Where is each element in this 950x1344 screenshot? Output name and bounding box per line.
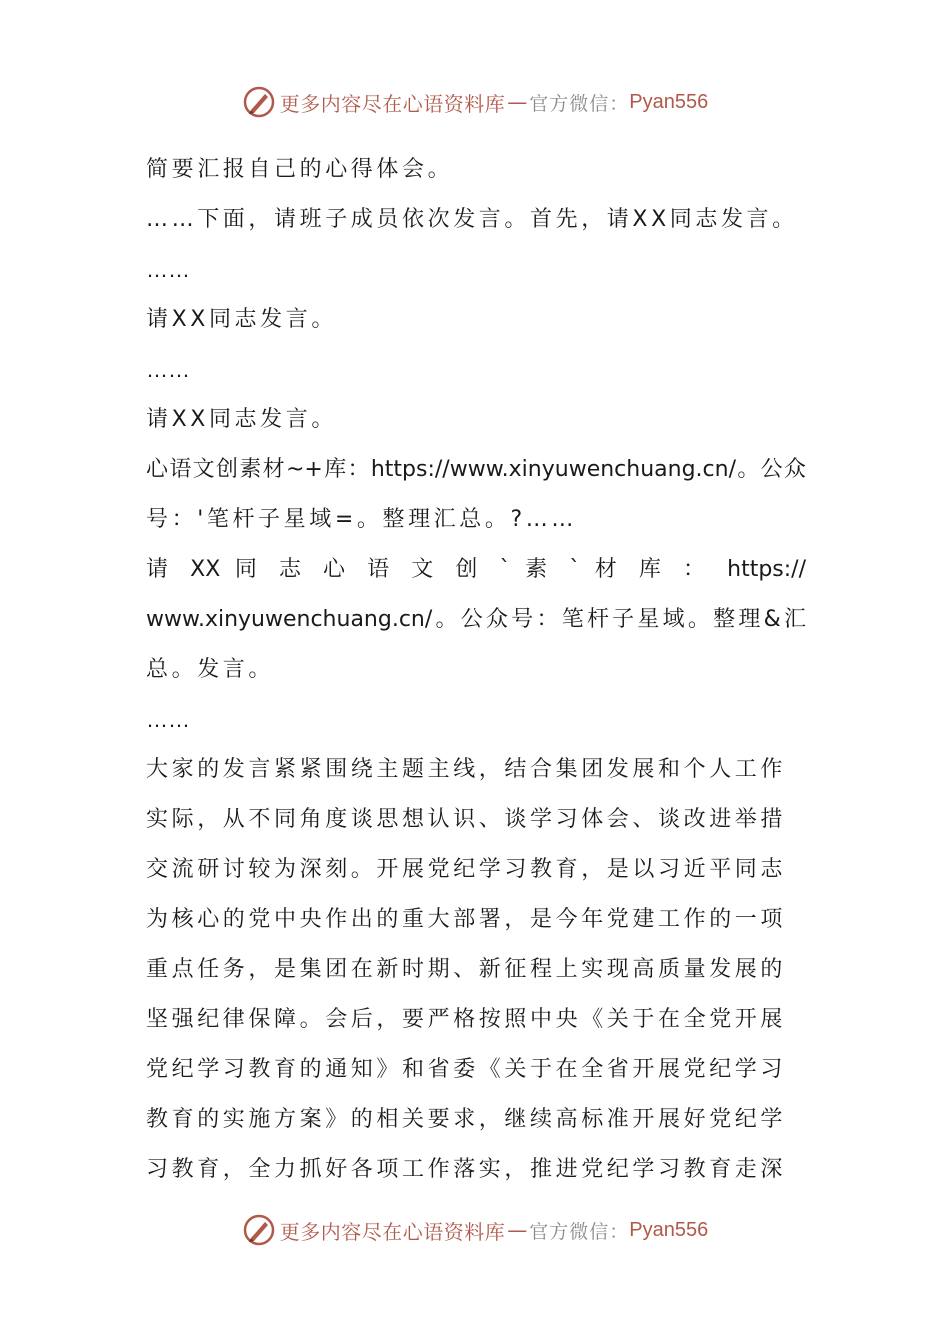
pen-logo-icon xyxy=(242,85,276,119)
text-line: 重点任务，是集团在新时期、新征程上实现高质量发展的 xyxy=(146,957,787,982)
banner-separator: — xyxy=(507,1218,528,1242)
text-line: 教育的实施方案》的相关要求，继续高标准开展好党纪学 xyxy=(146,1107,787,1132)
text-line: 为核心的党中央作出的重大部署，是今年党建工作的一项 xyxy=(146,907,787,932)
text-line: 党纪学习教育的通知》和省委《关于在全省开展党纪学习 xyxy=(146,1057,787,1082)
footer-banner xyxy=(0,1210,950,1250)
text-line: www.xinyuwenchuang.cn/。公众号：笔杆子星域。整理&汇 xyxy=(146,607,806,632)
text-line: 实际，从不同角度谈思想认识、谈学习体会、谈改进举措 xyxy=(146,807,787,832)
text-line: …… xyxy=(146,707,190,732)
banner-official-label: 官方微信： xyxy=(529,92,630,115)
text-line: 请 XX 同 志 心 语 文 创 ` 素 ` 材 库 ： https:// xyxy=(146,557,806,582)
text-line: 习教育，全力抓好各项工作落实，推进党纪学习教育走深 xyxy=(146,1157,787,1182)
text-line: 交流研讨较为深刻。开展党纪学习教育，是以习近平同志 xyxy=(146,857,787,882)
text-line: 总。发言。 xyxy=(146,657,275,682)
text-line: 简要汇报自己的心得体会。 xyxy=(146,157,454,182)
text-line: …… xyxy=(146,257,190,282)
text-line: 大家的发言紧紧围绕主题主线，结合集团发展和个人工作 xyxy=(146,757,787,782)
document-body xyxy=(146,145,806,1195)
banner-brand: 更多内容尽在心语资料库 xyxy=(279,91,506,116)
text-line: ……下面，请班子成员依次发言。首先，请XX同志发言。 xyxy=(146,207,798,232)
text-line: 号：'笔杆子星域=。整理汇总。?…… xyxy=(146,507,577,532)
banner-separator: — xyxy=(507,90,528,114)
text-line: 请XX同志发言。 xyxy=(146,407,337,432)
text-line: …… xyxy=(146,357,190,382)
banner-wechat-id: Pyan556 xyxy=(629,90,709,113)
banner-brand: 更多内容尽在心语资料库 xyxy=(279,1219,506,1244)
banner-official-label: 官方微信： xyxy=(529,1220,630,1243)
banner-wechat-id: Pyan556 xyxy=(629,1218,709,1241)
text-line: 心语文创素材~+库：https://www.xinyuwenchuang.cn/。公众 xyxy=(146,457,806,482)
text-line: 请XX同志发言。 xyxy=(146,307,337,332)
text-line: 坚强纪律保障。会后，要严格按照中央《关于在全党开展 xyxy=(146,1007,787,1032)
header-banner xyxy=(0,82,950,122)
pen-logo-icon xyxy=(242,1213,276,1247)
